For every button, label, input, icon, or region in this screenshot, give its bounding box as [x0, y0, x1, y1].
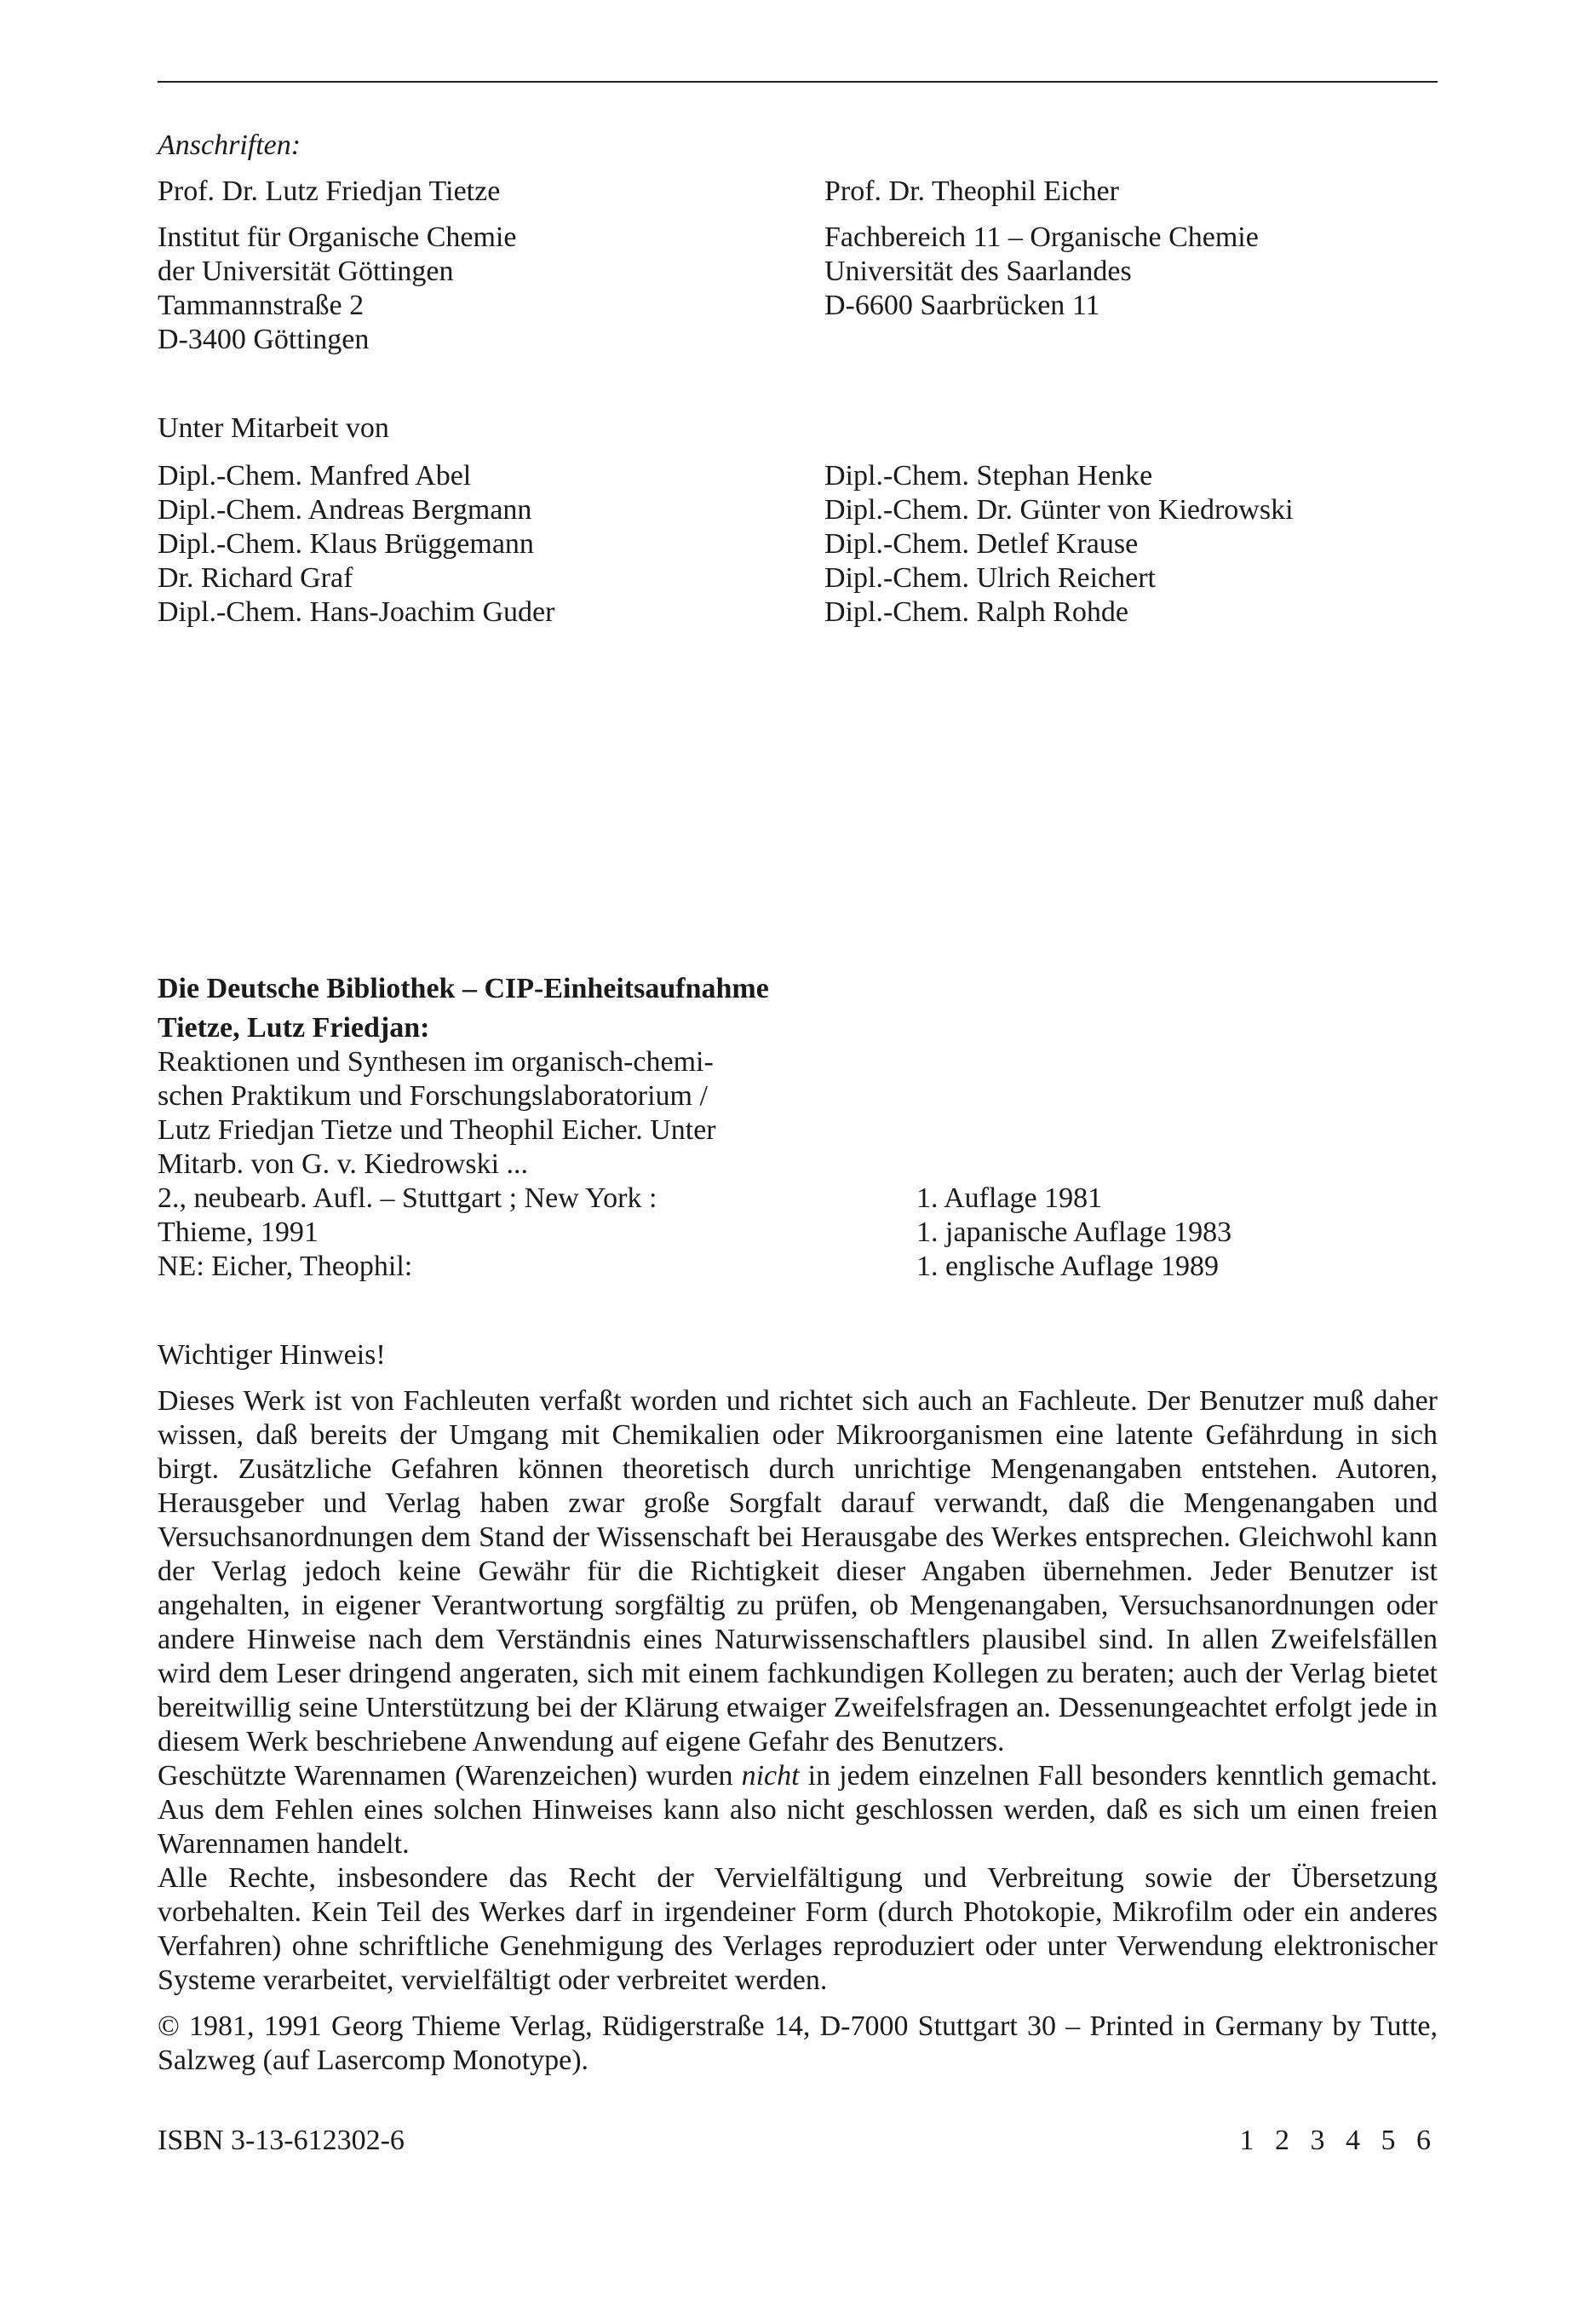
notice-p2-end: in jedem einzelnen Fall besonders kenntlich gemacht. Aus dem Fehlen eines solchen Hinweises kann also nicht geschlossen werden, daß es sich um einen freien Warennamen handelt. — [158, 1760, 1438, 1860]
cip-record — [158, 972, 769, 1284]
author1-line: der Universität Göttingen — [158, 256, 454, 287]
collaborators-left — [158, 411, 554, 630]
editions-block — [916, 1182, 1231, 1284]
collaborators-heading: Unter Mitarbeit von — [158, 412, 389, 444]
author1-name: Prof. Dr. Lutz Friedjan Tietze — [158, 175, 501, 207]
cip-line: Lutz Friedjan Tietze und Theophil Eicher. Unter — [158, 1114, 716, 1146]
isbn-row — [158, 2124, 1438, 2158]
notice-block — [158, 1338, 1438, 2078]
edition-line: 1. englische Auflage 1989 — [916, 1251, 1220, 1282]
collaborators-right — [824, 459, 1294, 630]
author2-line: Universität des Saarlandes — [824, 256, 1132, 287]
cip-line: Thieme, 1991 — [158, 1217, 319, 1248]
collaborator: Dipl.-Chem. Dr. Günter von Kiedrowski — [824, 494, 1294, 526]
cip-line: 2., neubearb. Aufl. – Stuttgart ; New York : — [158, 1182, 657, 1214]
notice-paragraph-1: Dieses Werk ist von Fachleuten verfaßt worden und richtet sich auch an Fachleute. Der Benutzer muß daher wissen, daß bereits der Umgang mit Chemikalien oder Mikroorganismen eine latente Gefährdung in sich birgt. Zusätzliche Gefahren können theoretisch durch unrichtige Mengenangaben entstehen. Autoren, Herausgeber und Verlag haben zwar große Sorgfalt darauf verwandt, daß die Mengenangaben und Versuchsanordnungen dem Stand der Wissenschaft bei Herausgabe des Werkes entsprechen. Gleichwohl kann der Verlag jedoch keine Gewähr für die Richtigkeit dieser Angaben übernehmen. Jeder Benutzer ist angehalten, in eigener Verantwortung sorgfältig zu prüfen, ob Mengenangaben, Versuchsanordnungen oder andere Hinweise nach dem Verständnis eines Naturwissenschaftlers plausibel sind. In allen Zweifelsfällen wird dem Leser dringend angeraten, sich mit einem fachkundigen Kollegen zu beraten; auch der Verlag bietet bereitwillig seine Unterstützung bei der Klärung etwaiger Zweifelsfragen an. Dessenungeachtet erfolgt jede in diesem Werk beschriebene Anwendung auf eigene Gefahr des Benutzers. — [158, 1385, 1438, 1757]
notice-p2-start: Geschützte Warennamen (Warenzeichen) wurden — [158, 1760, 742, 1792]
collaborator: Dipl.-Chem. Ralph Rohde — [824, 596, 1128, 628]
edition-line: 1. Auflage 1981 — [916, 1182, 1103, 1214]
cip-line: NE: Eicher, Theophil: — [158, 1251, 413, 1282]
cip-title: Die Deutsche Bibliothek – CIP-Einheitsaufnahme — [158, 973, 769, 1004]
author2-line: D-6600 Saarbrücken 11 — [824, 290, 1100, 321]
author1-line: D-3400 Göttingen — [158, 324, 370, 355]
addresses-block — [158, 129, 516, 357]
notice-heading: Wichtiger Hinweis! — [158, 1339, 386, 1371]
author2-name: Prof. Dr. Theophil Eicher — [824, 175, 1119, 207]
top-rule — [158, 81, 1438, 83]
collaborator: Dipl.-Chem. Ulrich Reichert — [824, 562, 1157, 594]
notice-p2-emphasis: nicht — [741, 1760, 800, 1792]
cip-author: Tietze, Lutz Friedjan: — [158, 1012, 430, 1044]
collaborator: Dr. Richard Graf — [158, 562, 353, 594]
collaborator: Dipl.-Chem. Detlef Krause — [824, 528, 1139, 560]
author2-line: Fachbereich 11 – Organische Chemie — [824, 221, 1259, 253]
print-run: 1 2 3 4 5 6 — [1239, 2125, 1438, 2156]
addresses-heading: Anschriften: — [158, 129, 301, 161]
notice-paragraph-2 — [158, 1759, 1438, 1861]
notice-paragraph-3: Alle Rechte, insbesondere das Recht der Vervielfältigung und Verbreitung sowie der Übersetzung vorbehalten. Kein Teil des Werkes darf in irgendeiner Form (durch Photokopie, Mikrofilm oder ein anderes Verfahren) ohne schriftliche Genehmigung des Verlages reproduziert oder unter Verwendung elektronischer Systeme verarbeitet, vervielfältigt oder verbreitet werden. — [158, 1862, 1438, 1996]
collaborator: Dipl.-Chem. Stephan Henke — [824, 460, 1153, 492]
author1-line: Institut für Organische Chemie — [158, 221, 517, 253]
collaborator: Dipl.-Chem. Andreas Bergmann — [158, 494, 532, 526]
edition-line: 1. japanische Auflage 1983 — [916, 1217, 1232, 1248]
cip-line: Mitarb. von G. v. Kiedrowski ... — [158, 1148, 529, 1180]
copyright-notice: © 1981, 1991 Georg Thieme Verlag, Rüdigerstraße 14, D-7000 Stuttgart 30 – Printed in Germany by Tutte, Salzweg (auf Lasercomp Monotype). — [158, 2010, 1438, 2076]
cip-line: schen Praktikum und Forschungslaboratorium / — [158, 1080, 708, 1112]
author1-line: Tammannstraße 2 — [158, 290, 365, 321]
collaborator: Dipl.-Chem. Manfred Abel — [158, 460, 472, 492]
cip-line: Reaktionen und Synthesen im organisch-chemi- — [158, 1046, 714, 1078]
collaborator: Dipl.-Chem. Hans-Joachim Guder — [158, 596, 555, 628]
author2-block — [824, 175, 1259, 323]
collaborator: Dipl.-Chem. Klaus Brüggemann — [158, 528, 534, 560]
isbn: ISBN 3-13-612302-6 — [158, 2125, 405, 2156]
